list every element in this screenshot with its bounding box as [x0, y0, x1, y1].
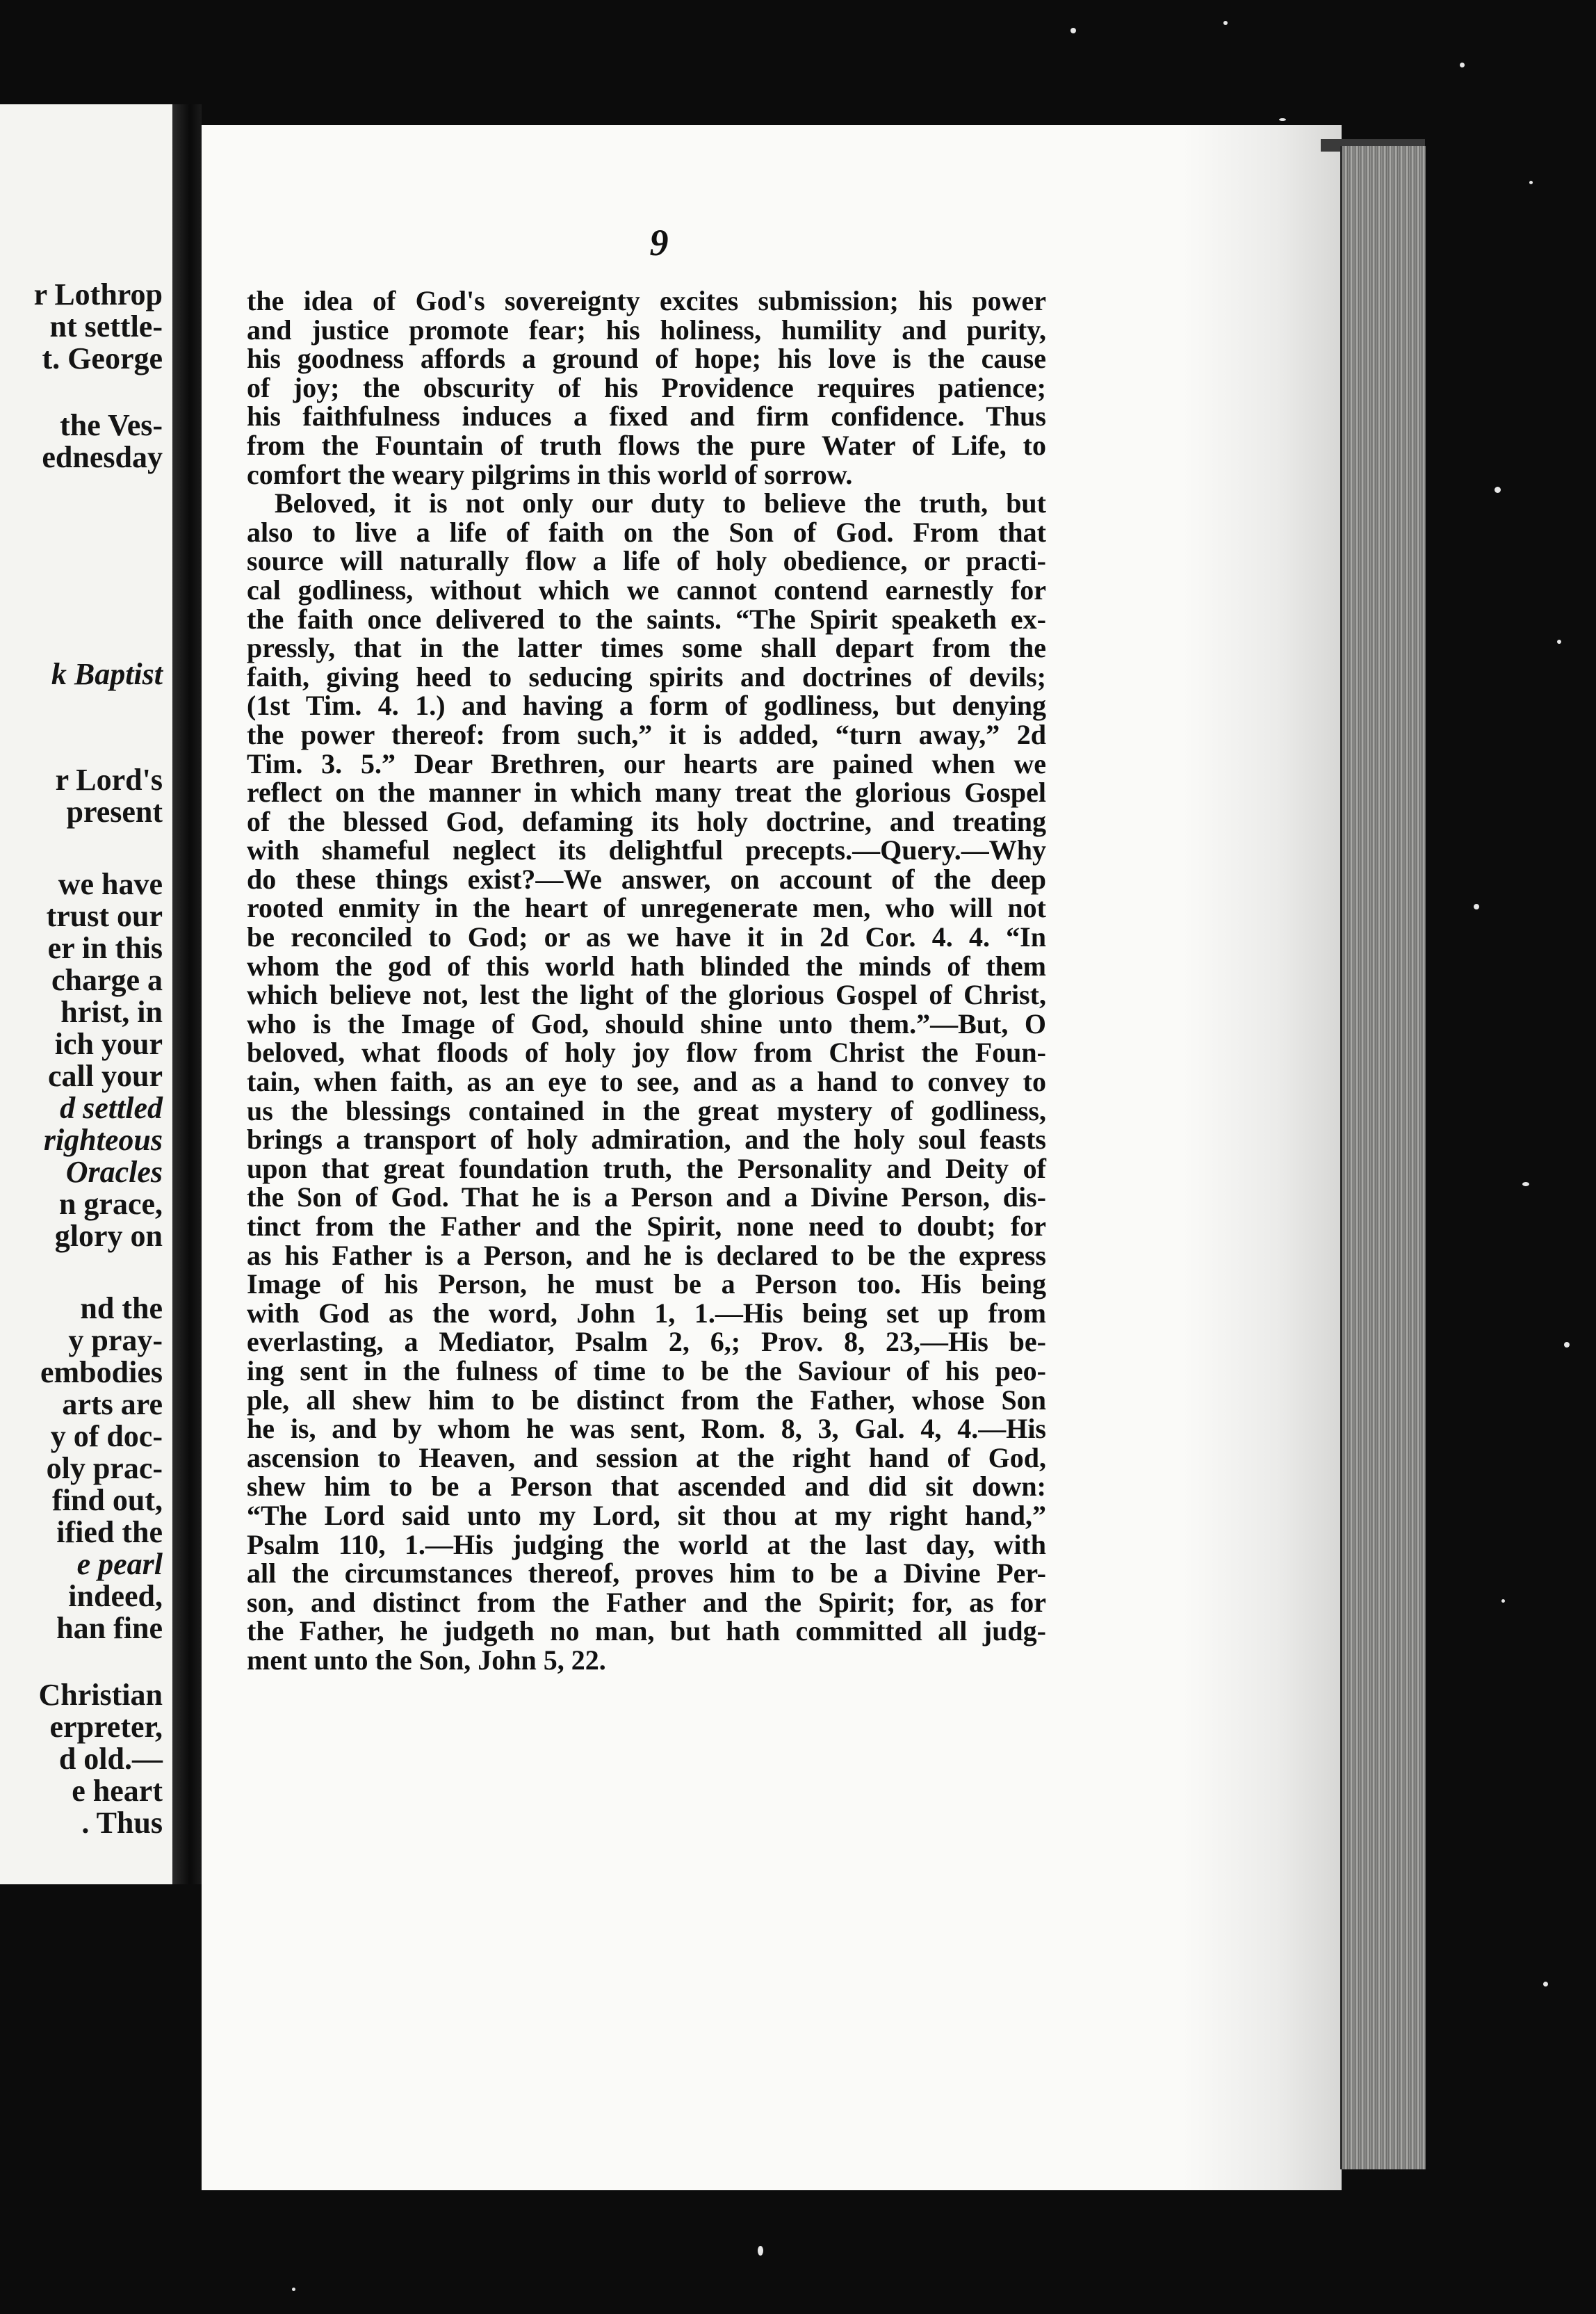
previous-page-strip	[0, 104, 172, 1884]
text-line: ascension to Heaven, and session at the right hand of God,	[247, 1441, 1046, 1473]
text-line: also to live a life of faith on the Son of God. From that	[247, 516, 1046, 548]
text-line: source will naturally flow a life of holy obedience, or practi-	[247, 545, 1046, 577]
text-line: the faith once delivered to the saints. “The Spirit speaketh ex-	[247, 603, 1046, 635]
text-line: his faithfulness induces a fixed and firm confidence. Thus	[247, 400, 1046, 432]
previous-page-text-fragment: indeed,	[68, 1579, 163, 1613]
previous-page-text-fragment: hrist, in	[60, 995, 163, 1029]
previous-page-text-fragment: charge a	[51, 963, 163, 997]
text-line: ple, all shew him to be distinct from the Father, whose Son	[247, 1384, 1046, 1416]
previous-page-text-fragment: r Lord's	[55, 763, 163, 797]
previous-page-text-fragment: we have	[58, 867, 163, 901]
previous-page-text-fragment: r Lothrop	[33, 277, 163, 312]
previous-page-text-fragment: arts are	[62, 1387, 163, 1421]
text-line: tinct from the Father and the Spirit, none need to doubt; for	[247, 1211, 1046, 1242]
dust-speck	[1070, 28, 1076, 33]
previous-page-text-fragment: ified the	[56, 1515, 163, 1549]
previous-page-text-fragment: Christian	[38, 1678, 163, 1712]
text-line: with shameful neglect its delightful precepts.—Query.—Why	[247, 834, 1046, 866]
dust-speck	[1223, 21, 1228, 25]
previous-page-text-fragment: righteous	[43, 1123, 163, 1157]
dust-speck	[1557, 640, 1561, 644]
previous-page-text-fragment: k Baptist	[51, 657, 163, 691]
text-line: be reconciled to God; or as we have it in 2d Cor. 4. 4. “In	[247, 921, 1046, 953]
text-line: whom the god of this world hath blinded the minds of them	[247, 950, 1046, 982]
page-edges	[1340, 146, 1426, 2169]
previous-page-text-fragment: nd the	[80, 1291, 163, 1325]
text-line: the idea of God's sovereignty excites submission; his power	[247, 285, 1046, 316]
text-line: all the circumstances thereof, proves him to be a Divine Per-	[247, 1558, 1046, 1589]
previous-page-text-fragment: y pray-	[68, 1323, 163, 1357]
page-shade	[1182, 125, 1342, 2190]
text-line: as his Father is a Person, and he is declared to be the express	[247, 1239, 1046, 1271]
previous-page-text-fragment: embodies	[40, 1355, 163, 1389]
previous-page-text-fragment: find out,	[52, 1483, 163, 1517]
body-text	[247, 286, 1046, 1675]
text-line: reflect on the manner in which many treat the glorious Gospel	[247, 777, 1046, 809]
previous-page-text-fragment: erpreter,	[49, 1710, 163, 1744]
text-line: Image of his Person, he must be a Person too. His being	[247, 1268, 1046, 1300]
text-line: (1st Tim. 4. 1.) and having a form of godliness, but denying	[247, 690, 1046, 722]
previous-page-text-fragment: nt settle-	[49, 309, 163, 343]
previous-page-text-fragment: y of doc-	[50, 1419, 163, 1453]
dust-speck	[292, 2288, 295, 2291]
text-line: from the Fountain of truth flows the pure Water of Life, to	[247, 429, 1046, 461]
book-gutter	[172, 104, 202, 1884]
previous-page-text-fragment: t. George	[42, 341, 163, 375]
text-line: rooted enmity in the heart of unregenerate men, who will not	[247, 892, 1046, 924]
previous-page-text-fragment: e heart	[72, 1774, 163, 1808]
text-line: tain, when faith, as an eye to see, and as a hand to convey to	[247, 1066, 1046, 1098]
dust-speck	[1543, 1982, 1548, 1987]
text-line: son, and distinct from the Father and the Spirit; for, as for	[247, 1586, 1046, 1618]
page-number: 9	[649, 222, 669, 264]
dust-speck	[758, 2246, 763, 2256]
text-line: Beloved, it is not only our duty to believe the truth, but	[275, 487, 1046, 519]
text-line: shew him to be a Person that ascended and did sit down:	[247, 1471, 1046, 1503]
previous-page-text-fragment: d settled	[60, 1091, 163, 1125]
text-line: the power thereof: from such,” it is added, “turn away,” 2d	[247, 718, 1046, 750]
text-line: us the blessings contained in the great mystery of godliness,	[247, 1094, 1046, 1126]
previous-page-text-fragment: trust our	[46, 899, 163, 933]
dust-speck	[1529, 181, 1533, 184]
previous-page-text-fragment: er in this	[47, 931, 163, 965]
previous-page-text-fragment: ednesday	[42, 440, 163, 474]
text-line: and justice promote fear; his holiness, humility and purity,	[247, 314, 1046, 346]
text-line: faith, giving heed to seducing spirits and doctrines of devils;	[247, 661, 1046, 693]
dust-speck	[1564, 1342, 1570, 1348]
text-line: ing sent in the fulness of time to be the Saviour of his peo-	[247, 1354, 1046, 1386]
text-line: Psalm 110, 1.—His judging the world at the last day, with	[247, 1528, 1046, 1560]
text-line: Tim. 3. 5.” Dear Brethren, our hearts are pained when we	[247, 747, 1046, 779]
text-line: do these things exist?—We answer, on account of the deep	[247, 863, 1046, 895]
text-line: everlasting, a Mediator, Psalm 2, 6,; Prov. 8, 23,—His be-	[247, 1326, 1046, 1358]
text-line: he is, and by whom he was sent, Rom. 8, 3, Gal. 4, 4.—His	[247, 1413, 1046, 1445]
text-line: which believe not, lest the light of the glorious Gospel of Christ,	[247, 979, 1046, 1011]
dust-speck	[1279, 118, 1286, 121]
text-line: with God as the word, John 1, 1.—His being set up from	[247, 1297, 1046, 1329]
previous-page-text-fragment: the Ves-	[60, 408, 163, 442]
previous-page-text-fragment: n grace,	[58, 1187, 163, 1221]
previous-page-text-fragment: oly prac-	[46, 1451, 163, 1485]
text-line: pressly, that in the latter times some shall depart from the	[247, 632, 1046, 664]
previous-page-text-fragment: han fine	[56, 1611, 163, 1645]
dust-speck	[1460, 63, 1465, 67]
dust-speck	[1474, 904, 1479, 909]
previous-page-text-fragment: . Thus	[81, 1806, 163, 1840]
text-line: comfort the weary pilgrims in this world of sorrow.	[247, 458, 853, 490]
text-line: the Father, he judgeth no man, but hath committed all judg-	[247, 1615, 1046, 1647]
text-line: his goodness affords a ground of hope; his love is the cause	[247, 343, 1046, 375]
previous-page-text-fragment: present	[66, 795, 163, 829]
text-line: brings a transport of holy admiration, and the holy soul feasts	[247, 1124, 1046, 1156]
text-line: “The Lord said unto my Lord, sit thou at my right hand,”	[247, 1499, 1046, 1531]
text-line: ment unto the Son, John 5, 22.	[247, 1644, 606, 1676]
text-line: the Son of God. That he is a Person and a Divine Person, dis-	[247, 1181, 1046, 1213]
previous-page-text-fragment: e pearl	[76, 1547, 163, 1581]
text-line: cal godliness, without which we cannot contend earnestly for	[247, 574, 1046, 606]
previous-page-text-fragment: Oracles	[65, 1155, 163, 1189]
text-line: of the blessed God, defaming its holy doctrine, and treating	[247, 805, 1046, 837]
previous-page-text-fragment: d old.—	[58, 1742, 163, 1776]
dust-speck	[1522, 1182, 1529, 1186]
previous-page-text-fragment: ich your	[54, 1027, 163, 1061]
text-line: of joy; the obscurity of his Providence requires patience;	[247, 371, 1046, 403]
text-line: upon that great foundation truth, the Personality and Deity of	[247, 1152, 1046, 1184]
dust-speck	[1495, 487, 1501, 493]
previous-page-text-fragment: call your	[48, 1059, 163, 1093]
dust-speck	[1501, 1599, 1505, 1603]
previous-page-text-fragment: glory on	[54, 1219, 163, 1253]
text-line: who is the Image of God, should shine unto them.”—But, O	[247, 1008, 1046, 1039]
text-line: beloved, what floods of holy joy flow from Christ the Foun-	[247, 1037, 1046, 1069]
